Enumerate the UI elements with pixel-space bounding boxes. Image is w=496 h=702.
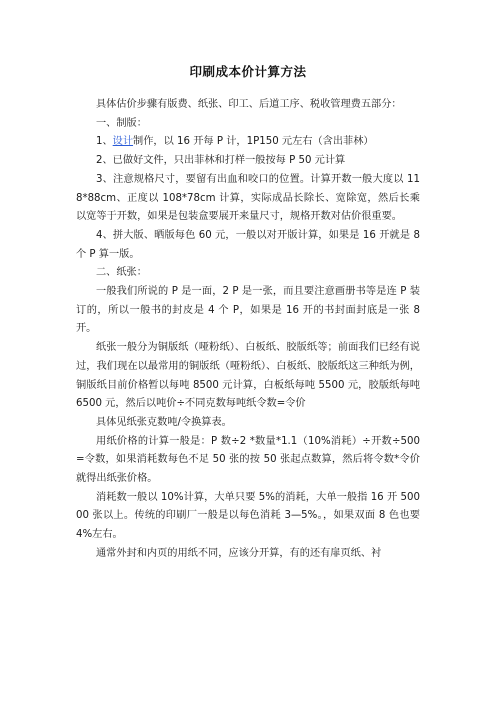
paragraph-paper-formula: 用纸价格的计算一般是：P 数÷2 *数量*1.1（10%消耗）÷开数÷500=令数，如果消耗数每色不足 50 张的按 50 张起点数算，然后将令数*令价就得出纸张价格。 xyxy=(76,435,420,485)
page-title: 印刷成本价计算方法 xyxy=(189,64,307,79)
paragraph-size-spec: 3、注意规格尺寸，要留有出血和咬口的位置。计算开数一般大度以 118*88cm、正度以 108*78cm 计算，实际成品长除长、宽除宽，然后长乘以宽等于开数，如果是包装盒要展开来量尺寸，规格开数对估价很重要。 xyxy=(76,173,420,223)
design-cost-text: 制作，以 16 开每 P 计，1P150 元左右（含出菲林） xyxy=(133,136,374,148)
paragraph-paper-types: 纸张一般分为铜版纸（哑粉纸）、白板纸、胶版纸等；前面我们已经有说过，我们现在以最常用的铜版纸（哑粉纸）、白板纸、胶版纸这三种纸为例，铜版纸目前价格暂以每吨 8500 元计算，白板纸每吨 5500 元，胶版纸每吨 6500 元，然后以吨价÷不同克数每吨纸令数=令价 xyxy=(76,342,424,410)
document-page xyxy=(76,0,424,564)
paragraph-wastage: 消耗数一般以 10%计算，大单只要 5%的消耗，大单一般指 16 开 50000 张以上。传统的印刷厂一般是以每色消耗 3—5%。，如果双面 8 色也要 4%左右。 xyxy=(76,491,424,541)
paragraph-design-cost xyxy=(76,133,420,152)
paragraph-film-cost: 2、已做好文件，只出菲林和打样一般按每 P 50 元计算 xyxy=(96,155,346,167)
item-number: 1、 xyxy=(96,136,113,148)
paragraph-plate-cost: 4、拼大版、晒版每色 60 元，一般以对开版计算，如果是 16 开就是 8 个 P 算一版。 xyxy=(76,229,424,260)
section-heading-platemaking: 一、制版： xyxy=(96,117,147,129)
paragraph-intro: 具体估价步骤有版费、纸张、印工、后道工序、税收管理费五部分： xyxy=(96,99,402,110)
paragraph-conversion-table: 具体见纸张克数吨/令换算表。 xyxy=(96,416,232,428)
design-link[interactable]: 设计 xyxy=(112,136,134,148)
paragraph-cover-inner: 通常外封和内页的用纸不同，应该分开算，有的还有扉页纸、衬 xyxy=(96,547,382,559)
section-heading-paper: 二、纸张： xyxy=(96,267,147,279)
paragraph-page-definition: 一般我们所说的 P 是一面，2 P 是一张，而且要注意画册书等是连 P 装订的，所以一般书的封皮是 4 个 P，如果是 16 开的书封面封底是一张 8 开。 xyxy=(76,286,424,335)
document-body xyxy=(76,96,424,564)
